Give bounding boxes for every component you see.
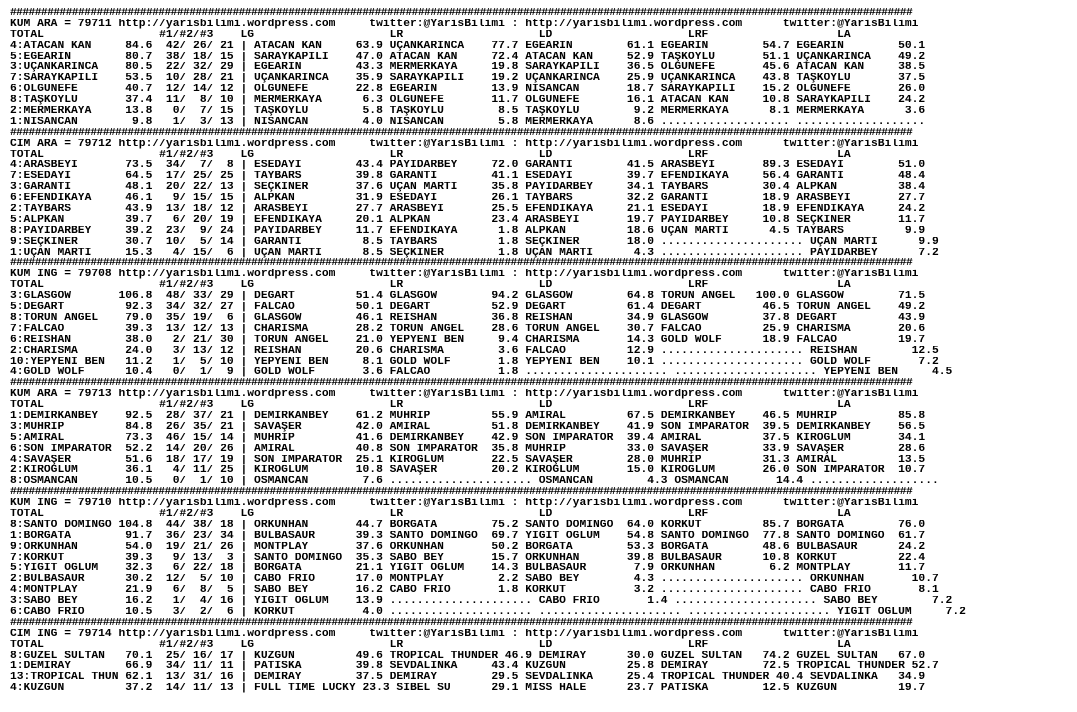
horse-row: 2:CHARISMA 24.0 3/ 13/ 12 | REİSHAN 20.6 CHARISMA 3.6 FALCAO 12.9 ..................... REİSHAN 12.5	[10, 345, 939, 357]
horse-row: 4:ARASBEYİ 73.5 34/ 7/ 8 | ESEDAYI 43.4 PAYİDARBEY 72.0 GARANTİ 41.5 ARASBEYİ 89.3 ESEDAYI 51.0	[10, 160, 926, 172]
horse-row: 2:TAYBARS 43.9 13/ 18/ 12 | ARASBEYİ 27.7 ARASBEYİ 25.5 EFENDİKAYA 21.1 ESEDAYI 18.9 EFENDİKAYA 24.2	[10, 204, 926, 215]
race-header: KUM ARA = 79713 http://yarisbilimi.wordpress.com twitter:@YarisBilimi : http://yarisbilimi.wordpress.com twitter:@YarisBilimi	[10, 389, 919, 401]
horse-row: 7:FALCAO 39.3 13/ 12/ 13 | CHARISMA 28.2 TORUN ANGEL 28.6 TORUN ANGEL 30.7 FALCAO 25.9 CHARISMA 20.6	[10, 323, 926, 335]
separator-line: ##################################################################################################################################################	[10, 258, 913, 270]
race-header: CIM ARA = 79712 http://yarisbilimi.wordpress.com twitter:@YarisBilimi : http://yarisbilimi.wordpress.com twitter:@YarisBilimi	[10, 138, 919, 150]
horse-row: 4:MONTPLAY 21.9 6/ 8/ 5 | SABO BEY 16.2 CABO FRIO 1.8 KORKUT 3.2 ..................... CABO FRIO 8.1	[10, 585, 939, 597]
race-header: KUM ING = 79708 http://yarisbilimi.wordpress.com twitter:@YarisBilimi : http://yarisbilimi.wordpress.com twitter:@YarisBilimi	[10, 269, 919, 281]
horse-row: 8:OSMANCAN 10.5 0/ 1/ 10 | OSMANCAN 7.6 ..................... OSMANCAN 4.3 OSMANCAN 14.4 ...................	[10, 476, 939, 488]
horse-row: 8:TORUN ANGEL 79.0 35/ 19/ 6 | GLASGOW 46.1 REİSHAN 36.8 REİSHAN 34.9 GLASGOW 37.8 DEGART 43.9	[10, 312, 926, 324]
separator-line: ##################################################################################################################################################	[10, 487, 913, 499]
race-header: KUM ARA = 79711 http://yarisbilimi.wordpress.com twitter:@YarisBilimi : http://yarisbilimi.wordpress.com twitter:@YarisBilimi	[10, 18, 919, 30]
horse-row: 4:SAVAŞER 51.6 18/ 17/ 19 | SON İMPARATOR 25.1 KIROĞLUM 22.5 SAVAŞER 28.0 MUHRİP 31.3 AMİRAL 13.5	[10, 454, 926, 466]
horse-row: 4:GOLD WOLF 10.4 0/ 1/ 9 | GOLD WOLF 3.6 FALCAO 1.8 ..................... ..................... YEPYENİ BEN 4.5	[10, 367, 953, 379]
column-headers: TOTAL #1/#2/#3 LG LR LD LRF LA	[10, 639, 851, 651]
horse-row: 7:KORKUT 39.3 9/ 13/ 3 | SANTO DOMINGO 35.3 SABO BEY 15.7 ORKUNHAN 39.8 BULBASAUR 10.8 KORKUT 22.4	[10, 552, 926, 564]
column-headers: TOTAL #1/#2/#3 LG LR LD LRF LA	[10, 280, 851, 292]
horse-row: 8:PAYİDARBEY 39.2 23/ 9/ 24 | PAYİDARBEY 11.7 EFENDİKAYA 1.8 ALPKAN 18.6 UÇAN MARTI 4.5 TAYBARS 9.9	[10, 225, 926, 237]
horse-row: 3:UÇANKARINCA 80.5 22/ 32/ 29 | EGEARIN 43.3 MERMERKAYA 19.8 SARAYKAPILI 36.5 OLGUNEFE 45.6 ATACAN KAN 38.5	[10, 62, 926, 74]
horse-row: 8:GÜZEL SULTAN 70.1 25/ 16/ 17 | KUZGUN 49.6 TROPICAL THUNDER 46.9 DEMİRAY 30.0 GÜZEL SULTAN 74.2 GÜZEL SULTAN 67.0	[10, 650, 926, 662]
column-headers: TOTAL #1/#2/#3 LG LR LD LRF LA	[10, 29, 851, 41]
horse-row: 2:BULBASAUR 30.2 12/ 5/ 10 | CABO FRIO 17.0 MONTPLAY 2.2 SABO BEY 4.3 ..................... ORKUNHAN 10.7	[10, 574, 939, 586]
horse-row: 7:ESEDAYI 64.5 17/ 25/ 25 | TAYBARS 39.8 GARANTİ 41.1 ESEDAYI 39.7 EFENDİKAYA 56.4 GARANTİ 48.4	[10, 171, 926, 183]
horse-row: 13:TROPICAL THUN 62.1 13/ 31/ 16 | DEMİRAY 37.5 DEMİRAY 29.5 SEVDALİNKA 25.4 TROPICAL THUNDER 40.4 SEVDALİNKA 34.9	[10, 672, 926, 684]
race-header: KUM ING = 79710 http://yarisbilimi.wordpress.com twitter:@YarisBilimi : http://yarisbilimi.wordpress.com twitter:@YarisBilimi	[10, 498, 919, 509]
separator-line: ##################################################################################################################################################	[10, 8, 913, 19]
horse-row: 9:ORKUNHAN 54.0 19/ 21/ 26 | MONTPLAY 37.6 ORKUNHAN 50.2 BORGATA 53.3 BORGATA 48.6 BULBASAUR 24.2	[10, 541, 926, 553]
separator-line: ##################################################################################################################################################	[10, 127, 913, 139]
horse-row: 3:GARANTİ 48.1 20/ 22/ 13 | SEÇKİNER 37.6 UÇAN MARTI 35.8 PAYİDARBEY 34.1 TAYBARS 30.4 ALPKAN 38.4	[10, 182, 926, 194]
horse-row: 7:SARAYKAPILI 53.5 10/ 28/ 21 | UÇANKARINCA 35.9 SARAYKAPILI 19.2 UÇANKARINCA 25.9 UÇANKARINCA 43.8 TAŞKÖYLÜ 37.5	[10, 73, 926, 85]
horse-row: 6:SON İMPARATOR 52.2 14/ 20/ 26 | AMİRAL 40.8 SON İMPARATOR 35.8 MUHRİP 33.0 SAVAŞER 33.9 SAVAŞER 28.6	[10, 443, 926, 455]
horse-row: 6:EFENDİKAYA 46.1 9/ 15/ 15 | ALPKAN 31.9 ESEDAYI 26.1 TAYBARS 32.2 GARANTİ 18.9 ARASBEYİ 27.7	[10, 193, 926, 205]
horse-row: 3:SABO BEY 16.2 1/ 4/ 16 | YİĞİT OĞLUM 13.9 ..................... CABO FRIO 1.4 ..................... SABO BEY 7.2	[10, 596, 953, 607]
column-headers: TOTAL #1/#2/#3 LG LR LD LRF LA	[10, 508, 851, 520]
race-report-sheet	[10, 8, 1077, 708]
horse-row: 5:EGEARIN 80.7 38/ 18/ 15 | SARAYKAPILI 47.0 ATACAN KAN 72.4 ATACAN KAN 52.9 TAŞKÖYLÜ 51.1 UÇANKARINCA 49.2	[10, 51, 926, 63]
horse-row: 8:TAŞKÖYLÜ 37.4 11/ 8/ 10 | MERMERKAYA 6.3 OLGUNEFE 11.7 OLGUNEFE 16.1 ATACAN KAN 10.8 SARAYKAPILI 24.2	[10, 95, 926, 107]
horse-row: 9:SEÇKİNER 30.7 10/ 5/ 14 | GARANTİ 8.5 TAYBARS 1.8 SEÇKİNER 18.0 ..................... UÇAN MARTI 9.9	[10, 236, 939, 248]
horse-row: 6:CABO FRIO 10.5 3/ 2/ 6 | KORKUT 4.0 ..................... ..................... ..................... YİĞİT OĞLUM 7.2	[10, 606, 966, 618]
horse-row: 1:DEMİRKANBEY 92.5 28/ 37/ 21 | DEMİRKANBEY 61.2 MUHRİP 55.9 AMİRAL 67.5 DEMİRKANBEY 46.5 MUHRİP 85.8	[10, 410, 926, 422]
horse-row: 8:SANTO DOMINGO 104.8 44/ 38/ 18 | ORKUNHAN 44.7 BORGATA 75.2 SANTO DOMINGO 64.0 KORKUT 85.7 BORGATA 76.0	[10, 519, 926, 531]
horse-row: 1:BORGATA 91.7 36/ 23/ 34 | BULBASAUR 39.3 SANTO DOMINGO 69.7 YİĞİT OĞLUM 54.8 SANTO DOMINGO 77.8 SANTO DOMINGO 61.7	[10, 530, 926, 542]
horse-row: 2:MERMERKAYA 13.8 0/ 7/ 15 | TAŞKÖYLÜ 5.8 TAŞKÖYLÜ 8.5 TAŞKÖYLÜ 9.2 MERMERKAYA 8.1 MERMERKAYA 3.6	[10, 106, 926, 117]
horse-row: 1:DEMİRAY 66.9 34/ 11/ 11 | PATİSKA 39.8 SEVDALİNKA 43.4 KUZGUN 25.8 DEMİRAY 72.5 TROPICAL THUNDER 52.7	[10, 661, 939, 673]
horse-row: 5:AMİRAL 73.3 46/ 15/ 14 | MUHRİP 41.6 DEMİRKANBEY 42.9 SON İMPARATOR 39.4 AMİRAL 37.5 KIROĞLUM 34.1	[10, 432, 926, 444]
horse-row: 10:YEPYENİ BEN 11.2 1/ 5/ 10 | YEPYENİ BEN 8.1 GOLD WOLF 1.8 YEPYENİ BEN 10.1 ..................... GOLD WOLF 7.2	[10, 356, 939, 368]
horse-row: 3:GLASGOW 106.8 48/ 33/ 29 | DEGART 51.4 GLASGOW 94.2 GLASGOW 64.8 TORUN ANGEL 100.0 GLASGOW 71.5	[10, 291, 926, 303]
column-headers: TOTAL #1/#2/#3 LG LR LD LRF LA	[10, 149, 851, 161]
horse-row: 2:KIROĞLUM 36.1 4/ 11/ 25 | KIROĞLUM 10.8 SAVAŞER 20.2 KIROĞLUM 15.0 KIROĞLUM 26.0 SON İMPARATOR 10.7	[10, 465, 926, 477]
separator-line: ##################################################################################################################################################	[10, 378, 913, 390]
horse-row: 3:MUHRİP 84.8 26/ 35/ 21 | SAVAŞER 42.0 AMİRAL 51.8 DEMİRKANBEY 41.9 SON İMPARATOR 39.5 DEMİRKANBEY 56.5	[10, 421, 926, 433]
race-header: CIM ING = 79714 http://yarisbilimi.wordpress.com twitter:@YarisBilimi : http://yarisbilimi.wordpress.com twitter:@YarisBilimi	[10, 628, 919, 640]
column-headers: TOTAL #1/#2/#3 LG LR LD LRF LA	[10, 400, 851, 411]
horse-row: 1:NİSANCAN 9.8 1/ 3/ 13 | NİSANCAN 4.0 NİSANCAN 5.8 MERMERKAYA 8.6 ................... ...................	[10, 116, 926, 128]
horse-row: 6:REİSHAN 38.0 2/ 21/ 30 | TORUN ANGEL 21.0 YEPYENİ BEN 9.4 CHARISMA 14.3 GOLD WOLF 18.9 FALCAO 19.7	[10, 334, 926, 346]
horse-row: 5:ALPKAN 39.7 6/ 20/ 19 | EFENDİKAYA 20.1 ALPKAN 23.4 ARASBEYİ 19.7 PAYİDARBEY 10.8 SEÇKİNER 11.7	[10, 214, 926, 226]
horse-row: 4:ATACAN KAN 84.6 42/ 26/ 21 | ATACAN KAN 63.9 UÇANKARINCA 77.7 EGEARIN 61.1 EGEARIN 54.7 EGEARIN 50.1	[10, 40, 926, 52]
horse-row: 6:OLGUNEFE 40.7 12/ 14/ 12 | OLGUNEFE 22.8 EGEARIN 13.9 NİSANCAN 18.7 SARAYKAPILI 15.2 OLGUNEFE 26.0	[10, 84, 926, 96]
separator-line: ##################################################################################################################################################	[10, 617, 913, 629]
horse-row: 5:YİĞİT OĞLUM 32.3 6/ 22/ 18 | BORGATA 21.1 YİĞİT OĞLUM 14.3 BULBASAUR 7.9 ORKUNHAN 6.2 MONTPLAY 11.7	[10, 563, 926, 575]
horse-row: 4:KUZGUN 37.2 14/ 11/ 13 | FULL TIME LUCKY 23.3 SİBEL SU 29.1 MISS HALE 23.7 PATİSKA 12.5 KUZGUN 19.7	[10, 683, 926, 695]
horse-row: 5:DEGART 92.3 34/ 32/ 27 | FALCAO 50.1 DEGART 52.9 DEGART 61.4 DEGART 46.5 TORUN ANGEL 49.2	[10, 302, 926, 313]
horse-row: 1:UÇAN MARTI 15.3 4/ 15/ 6 | UÇAN MARTI 8.5 SEÇKİNER 1.8 UÇAN MARTI 4.3 ..................... PAYİDARBEY 7.2	[10, 247, 939, 259]
